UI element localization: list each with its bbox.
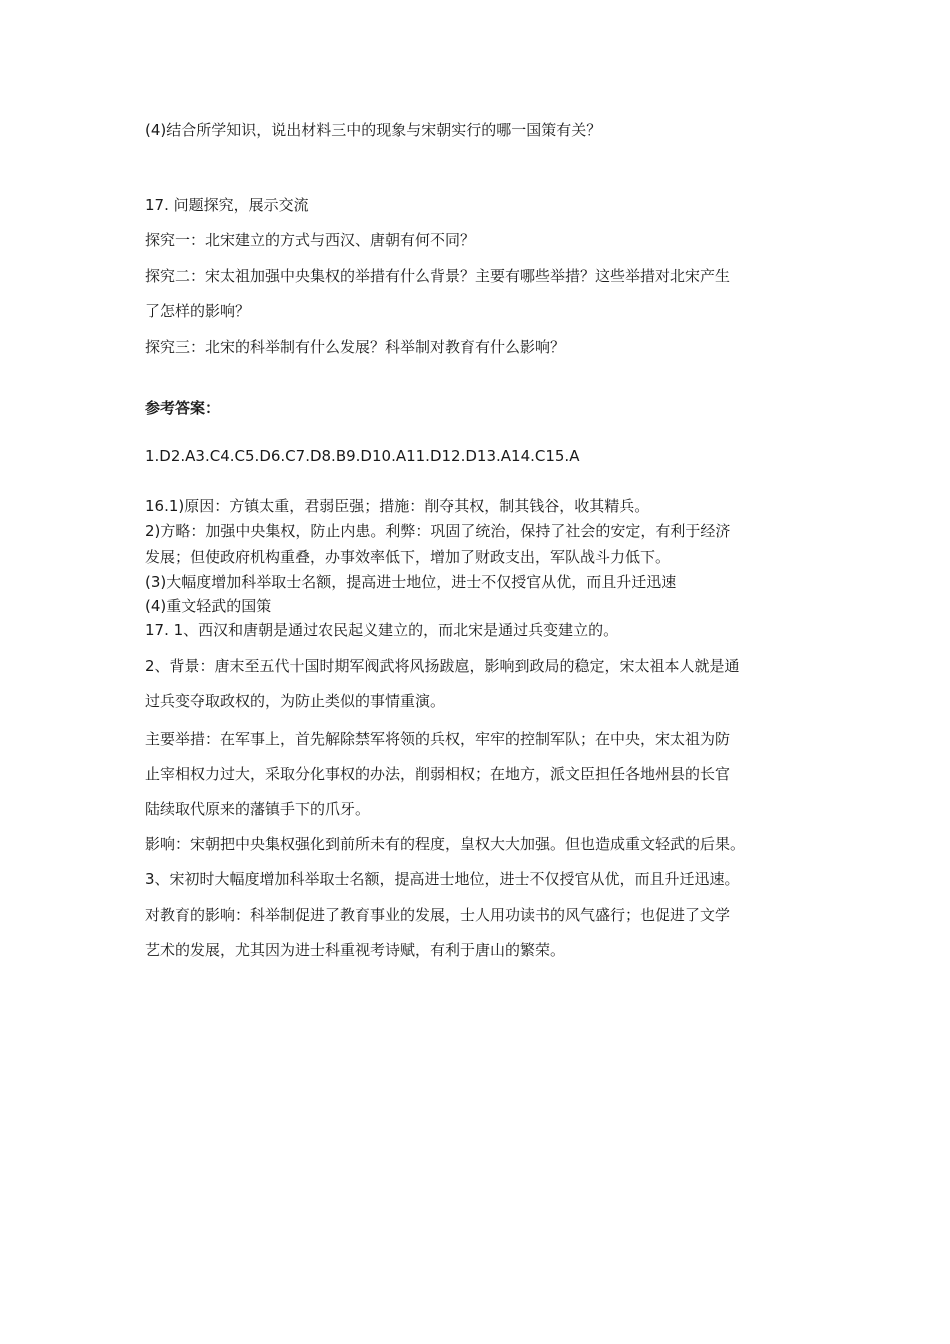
question-17-explore-2-line-2: 了怎样的影响？ (145, 302, 251, 320)
question-17-explore-2-line-1: 探究二：宋太祖加强中央集权的举措有什么背景？主要有哪些举措？这些举措对北宋产生 (145, 267, 731, 285)
answer-17-2-measures-line-3: 陆续取代原来的藩镇手下的爪牙。 (145, 800, 371, 818)
choice-answers: 1.D2.A3.C4.C5.D6.C7.D8.B9.D10.A11.D12.D13.A14.C15.A (145, 447, 580, 465)
answer-17-2-background-line-2: 过兵变夺取政权的，为防止类似的事情重演。 (145, 692, 446, 710)
answer-17-2-impact: 影响：宋朝把中央集权强化到前所未有的程度，皇权大大加强。但也造成重文轻武的后果。 (145, 835, 746, 853)
question-16-4: (4)结合所学知识，说出材料三中的现象与宋朝实行的哪一国策有关？ (145, 121, 602, 139)
answer-16-2-line-2: 发展；但使政府机构重叠，办事效率低下，增加了财政支出，军队战斗力低下。 (145, 548, 671, 566)
question-17-title: 17. 问题探究，展示交流 (145, 196, 309, 214)
answer-16-4: (4)重文轻武的国策 (145, 597, 272, 615)
answer-17-3-education-line-1: 对教育的影响：科举制促进了教育事业的发展，士人用功读书的风气盛行；也促进了文学 (145, 906, 731, 924)
answer-heading: 参考答案： (145, 399, 221, 417)
question-17-explore-3: 探究三：北宋的科举制有什么发展？科举制对教育有什么影响？ (145, 338, 566, 356)
answer-16-2-line-1: 2)方略：加强中央集权，防止内患。利弊：巩固了统治，保持了社会的安定，有利于经济 (145, 522, 731, 540)
answer-17-3: 3、宋初时大幅度增加科举取士名额，提高进士地位，进士不仅授官从优，而且升迁迅速。 (145, 870, 740, 888)
answer-17-2-background-line-1: 2、背景：唐末至五代十国时期军阀武将风扬跋扈，影响到政局的稳定，宋太祖本人就是通 (145, 657, 740, 675)
question-17-explore-1: 探究一：北宋建立的方式与西汉、唐朝有何不同？ (145, 231, 476, 249)
answer-17-2-measures-line-1: 主要举措：在军事上，首先解除禁军将领的兵权，牢牢的控制军队；在中央，宋太祖为防 (145, 730, 731, 748)
answer-17-3-education-line-2: 艺术的发展，尤其因为进士科重视考诗赋，有利于唐山的繁荣。 (145, 941, 566, 959)
answer-17-2-measures-line-2: 止宰相权力过大，采取分化事权的办法，削弱相权；在地方，派文臣担任各地州县的长官 (145, 765, 731, 783)
answer-16-3: (3)大幅度增加科举取士名额，提高进士地位，进士不仅授官从优，而且升迁迅速 (145, 573, 677, 591)
answer-16-1: 16.1)原因：方镇太重，君弱臣强；措施：削夺其权，制其钱谷，收其精兵。 (145, 497, 650, 515)
answer-17-1: 17. 1、西汉和唐朝是通过农民起义建立的，而北宋是通过兵变建立的。 (145, 621, 619, 639)
